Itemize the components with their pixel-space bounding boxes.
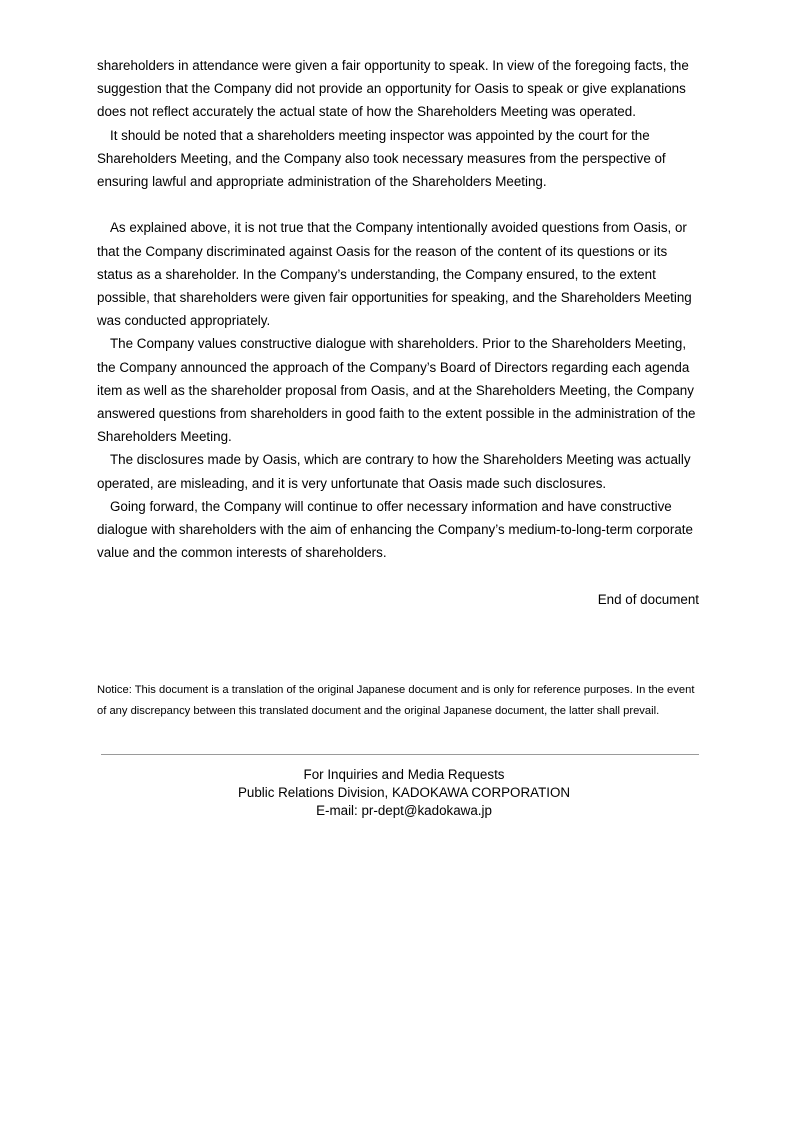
paragraph: It should be noted that a shareholders meeting inspector was appointed by the court for the Shareholders Meeting, and the Company also took necessary measures from the perspective of ensuring lawful and appropriate administration of the Shareholders Meeting. bbox=[97, 127, 666, 190]
contact-block bbox=[101, 766, 707, 820]
paragraph: Going forward, the Company will continue to offer necessary information and have constructive dialogue with shareholders with the aim of enhancing the Company’s medium-to-long-term corporate value and the common interests of shareholders. bbox=[97, 498, 693, 561]
paragraph: shareholders in attendance were given a fair opportunity to speak. In view of the foregoing facts, the suggestion that the Company did not provide an opportunity for Oasis to speak or give explanations does not reflect accurately the actual state of how the Shareholders Meeting was operated. bbox=[97, 58, 689, 120]
contact-division: Public Relations Division, KADOKAWA CORPORATION bbox=[237, 785, 571, 800]
translation-notice: Notice: This document is a translation of the original Japanese document and is only for reference purposes. In the event of any discrepancy between this translated document and the original Japanese document, the latter shall prevail. bbox=[97, 684, 695, 718]
divider bbox=[101, 754, 699, 755]
paragraph: The Company values constructive dialogue with shareholders. Prior to the Shareholders Meeting, the Company announced the approach of the Company’s Board of Directors regarding each agenda item as well as the shareholder proposal from Oasis, and at the Shareholders Meeting, the Company answered questions from shareholders in good faith to the extent possible in the administration of the Shareholders Meeting. bbox=[97, 336, 696, 445]
paragraph: As explained above, it is not true that the Company intentionally avoided questions from Oasis, or that the Company discriminated against Oasis for the reason of the content of its questions or its status as a shareholder. In the Company’s understanding, the Company ensured, to the extent possible, that shareholders were given fair opportunities for speaking, and the Shareholders Meeting was conducted appropriately. bbox=[97, 220, 692, 329]
paragraph: The disclosures made by Oasis, which are contrary to how the Shareholders Meeting was actually operated, are misleading, and it is very unfortunate that Oasis made such disclosures. bbox=[97, 452, 691, 491]
document-body bbox=[97, 54, 701, 611]
paragraph-spacer bbox=[97, 193, 701, 216]
contact-email: E-mail: pr-dept@kadokawa.jp bbox=[316, 803, 492, 818]
contact-heading: For Inquiries and Media Requests bbox=[303, 767, 505, 782]
end-of-document-label: End of document bbox=[597, 591, 699, 607]
